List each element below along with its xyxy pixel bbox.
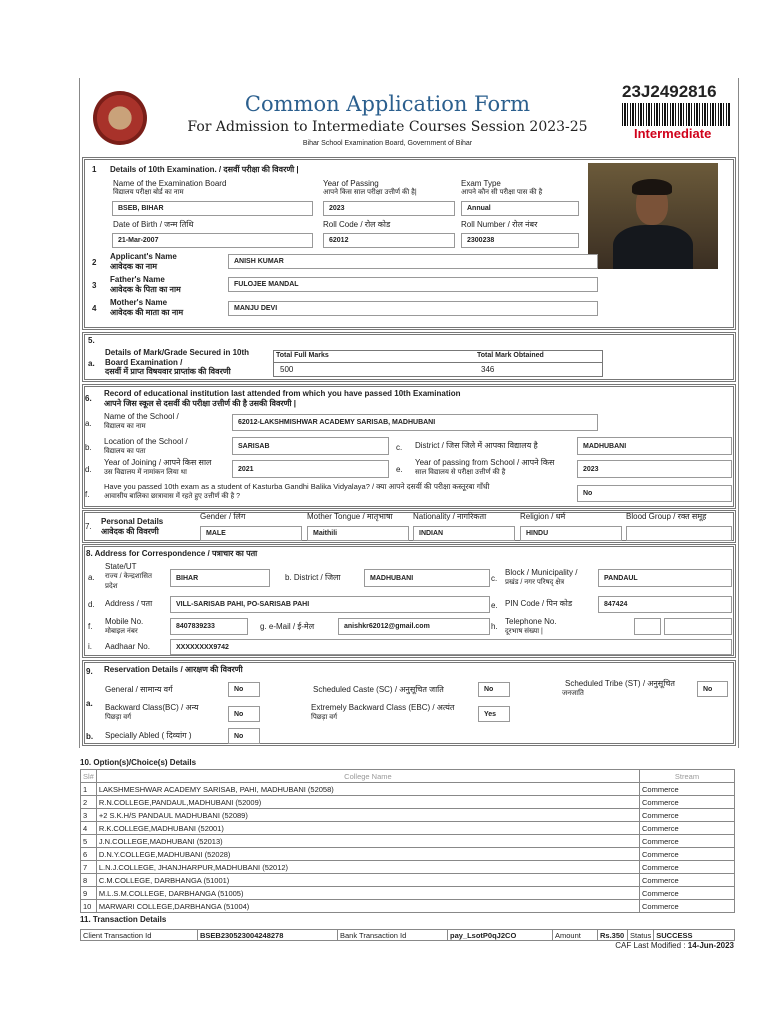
item-letter: c. (491, 574, 498, 583)
label: Board Examination / (105, 358, 183, 367)
label: Year of passing from School / आपने किस (415, 458, 555, 467)
roll-code-field[interactable]: 62012 (323, 233, 455, 248)
kgbv-field[interactable]: No (577, 485, 732, 502)
label: Details of Mark/Grade Secured in 10th (105, 348, 250, 357)
section-number: 2 (92, 258, 97, 267)
option-sl: 1 (81, 783, 97, 796)
option-sl: 7 (81, 861, 97, 874)
option-stream: Commerce (640, 822, 735, 835)
item-letter: e. (491, 601, 498, 610)
pin-code-field[interactable]: 847424 (598, 596, 732, 613)
section-sub: a. (88, 359, 95, 368)
option-college: C.M.COLLEGE, DARBHANGA (51001) (96, 874, 639, 887)
item-letter: i. (88, 642, 92, 651)
label: Date of Birth / जन्म तिथि (113, 220, 194, 229)
section-number: 1 (92, 165, 97, 174)
option-stream: Commerce (640, 900, 735, 913)
label: प्रखंड / नगर परिषद् क्षेत्र (505, 579, 565, 586)
label: Specially Abled ( दिव्यांग ) (105, 731, 192, 740)
section-number: 3 (92, 281, 97, 290)
option-sl: 3 (81, 809, 97, 822)
school-location-field[interactable]: SARISAB (232, 437, 389, 455)
label: Scheduled Tribe (ST) / अनुसूचित (565, 679, 675, 688)
label: Roll Number / रोल नंबर (461, 220, 538, 229)
col-stream: Stream (640, 770, 735, 783)
option-row (81, 835, 735, 848)
option-sl: 9 (81, 887, 97, 900)
label: State/UT (105, 562, 137, 571)
label: Mother's Name (110, 298, 168, 307)
option-stream: Commerce (640, 861, 735, 874)
label: आवेदक की माता का नाम (110, 308, 184, 317)
label: Father's Name (110, 275, 165, 284)
label: उस विद्यालय में नामांकन लिया था (104, 469, 187, 476)
label: Personal Details (101, 517, 164, 526)
item-letter: e. (396, 465, 403, 474)
total-full-marks-label: Total Full Marks (276, 352, 329, 359)
caf-last-modified (615, 941, 734, 950)
school-district-field[interactable]: MADHUBANI (577, 437, 732, 455)
applicant-name-field[interactable]: ANISH KUMAR (228, 254, 598, 269)
label: b. District / जिला (285, 573, 341, 582)
label: Aadhaar No. (105, 642, 150, 651)
form-number: 23J2492816 (622, 82, 717, 101)
item-letter: a. (88, 573, 95, 582)
label: विद्यालय का नाम (104, 423, 146, 430)
label: जनजाति (562, 690, 584, 697)
client-txn-label: Client Transaction Id (81, 930, 198, 941)
option-college: L.N.J.COLLEGE, JHANJHARPUR,MADHUBANI (52012) (96, 861, 639, 874)
label: आवेदक के पिता का नाम (110, 285, 181, 294)
option-sl: 10 (81, 900, 97, 913)
label: Location of the School / (104, 437, 188, 446)
label: पिछड़ा वर्ग (311, 714, 338, 721)
option-sl: 8 (81, 874, 97, 887)
option-row (81, 809, 735, 822)
col-sl: Sl# (81, 770, 97, 783)
option-sl: 6 (81, 848, 97, 861)
bank-txn-label: Bank Transaction Id (338, 930, 448, 941)
option-stream: Commerce (640, 783, 735, 796)
option-college: M.L.S.M.COLLEGE, DARBHANGA (51005) (96, 887, 639, 900)
status-label: Status (628, 930, 654, 941)
specially-abled-field[interactable]: No (228, 728, 260, 744)
item-letter: a. (86, 699, 93, 708)
label: Nationality / नागरिकता (413, 512, 487, 521)
option-stream: Commerce (640, 809, 735, 822)
district-field[interactable]: MADHUBANI (364, 569, 490, 587)
amount-value: Rs.350 (598, 930, 628, 941)
option-college: R.N.COLLEGE,PANDAUL,MADHUBANI (52009) (96, 796, 639, 809)
label: Name of the School / (104, 412, 179, 421)
school-name-field[interactable]: 62012-LAKSHMISHWAR ACADEMY SARISAB, MADHUBANI (232, 414, 598, 431)
option-college: +2 S.K.H/S PANDAUL MADHUBANI (52089) (96, 809, 639, 822)
page-title: Common Application Form (244, 92, 531, 116)
st-field[interactable]: No (697, 681, 728, 697)
telephone-number-field[interactable] (664, 618, 732, 635)
option-college: D.N.Y.COLLEGE,MADHUBANI (52028) (96, 848, 639, 861)
label: Mother Tongue / मातृभाषा (307, 512, 393, 521)
option-college: R.K.COLLEGE,MADHUBANI (52001) (96, 822, 639, 835)
mobile-field[interactable]: 8407839233 (170, 618, 248, 635)
option-row (81, 861, 735, 874)
section-heading: 11. Transaction Details (80, 915, 167, 924)
item-letter: f. (85, 490, 90, 499)
label: राज्य / केन्द्रशासित (105, 573, 152, 580)
nationality-field[interactable]: INDIAN (413, 526, 515, 541)
label: साल विद्यालय से परीक्षा उत्तीर्ण की है (415, 469, 506, 476)
label: Address / पता (105, 599, 153, 608)
label: PIN Code / पिन कोड (505, 599, 573, 608)
option-stream: Commerce (640, 835, 735, 848)
state-field[interactable]: BIHAR (170, 569, 270, 587)
blood-group-field[interactable] (626, 526, 732, 541)
label: Name of the Examination Board (113, 179, 227, 188)
section-heading: आपने जिस स्कूल से दसवीं की परीक्षा उत्तीर्ण की है उसकी विवरणी | (104, 399, 296, 408)
label: General / सामान्य वर्ग (105, 685, 173, 694)
option-college: LAKSHMESHWAR ACADEMY SARISAB, PAHI, MADHUBANI (52058) (96, 783, 639, 796)
item-letter: d. (88, 600, 95, 609)
exam-type-field[interactable]: Annual (461, 201, 579, 216)
option-row (81, 874, 735, 887)
page-subtitle: For Admission to Intermediate Courses Session 2023-25 (187, 119, 588, 135)
roll-number-field[interactable]: 2300238 (461, 233, 579, 248)
option-row (81, 848, 735, 861)
label: Blood Group / रक्त समूह (626, 512, 707, 521)
option-row (81, 822, 735, 835)
stream-badge: Intermediate (634, 126, 712, 141)
caf-modified-label: CAF Last Modified : (615, 941, 686, 950)
label: पिछड़ा वर्ग (105, 714, 132, 721)
status-value: SUCCESS (654, 930, 735, 941)
item-letter: b. (85, 443, 92, 452)
item-letter: h. (491, 622, 498, 631)
total-marks-obtained-label: Total Mark Obtained (477, 352, 544, 359)
label: आपने कौन सी परीक्षा पास की है (461, 189, 543, 196)
label: District / जिस जिले में आपका विद्यालय है (415, 441, 538, 450)
label: विद्यालय परीक्षा बोर्ड का नाम (113, 189, 184, 196)
label: Block / Municipality / (505, 568, 578, 577)
label: आवेदक का नाम (110, 262, 157, 271)
label: आपने किस साल परीक्षा उत्तीर्ण की है| (323, 189, 417, 196)
mother-tongue-field[interactable]: Maithili (307, 526, 409, 541)
item-letter: c. (396, 443, 403, 452)
total-full-marks-value: 500 (280, 365, 294, 374)
total-marks-obtained-value: 346 (481, 365, 495, 374)
label: दूरभाष संख्या | (505, 628, 543, 635)
label: आवेदक की विवरणी (101, 527, 159, 536)
year-of-joining-field[interactable]: 2021 (232, 460, 389, 478)
section-number: 9. (86, 667, 93, 676)
label: Gender / लिंग (200, 512, 246, 521)
label: Year of Passing (323, 179, 379, 188)
general-field[interactable]: No (228, 682, 260, 697)
label: Have you passed 10th exam as a student of Kasturba Gandhi Balika Vidyalaya? / क्या आपने दसवीं की परीक्षा कस्तूरबा गाँधी (104, 482, 490, 491)
option-sl: 4 (81, 822, 97, 835)
label: मोबाइल नंबर (105, 628, 138, 635)
option-row (81, 900, 735, 913)
year-of-passing-field[interactable]: 2023 (323, 201, 455, 216)
dob-field[interactable]: 21-Mar-2007 (112, 233, 313, 248)
board-name: Bihar School Examination Board, Government of Bihar (302, 140, 473, 147)
option-stream: Commerce (640, 796, 735, 809)
bseb-logo (93, 91, 147, 145)
options-table (80, 769, 735, 913)
religion-field[interactable]: HINDU (520, 526, 622, 541)
label: Exam Type (461, 179, 501, 188)
father-name-field[interactable]: FULOJEE MANDAL (228, 277, 598, 292)
bc-field[interactable]: No (228, 706, 260, 722)
section-heading: Reservation Details / आरक्षण की विवरणी (104, 665, 243, 674)
ebc-field[interactable]: Yes (478, 706, 510, 722)
option-row (81, 796, 735, 809)
telephone-code-field[interactable] (634, 618, 661, 635)
section-number: 7. (85, 522, 92, 531)
option-sl: 2 (81, 796, 97, 809)
label: Year of Joining / आपने किस साल (104, 458, 212, 467)
block-field[interactable]: PANDAUL (598, 569, 732, 587)
year-of-passing-school-field[interactable]: 2023 (577, 460, 732, 478)
label: विद्यालय का पता (104, 448, 146, 455)
client-txn-value: BSEB230523004248278 (198, 930, 338, 941)
gender-field[interactable]: MALE (200, 526, 302, 541)
option-stream: Commerce (640, 887, 735, 900)
label: Scheduled Caste (SC) / अनुसूचित जाति (313, 685, 444, 694)
section-heading: Details of 10th Examination. / दसवीं परीक्षा की विवरणी | (110, 165, 299, 174)
transaction-table (80, 929, 735, 941)
email-field[interactable]: anishkr62012@gmail.com (338, 618, 490, 635)
section-number: 5. (88, 336, 95, 345)
label: दसवीं में प्राप्त विषयवार प्राप्तांक की विवरणी (105, 367, 231, 376)
option-college: J.N.COLLEGE,MADHUBANI (52013) (96, 835, 639, 848)
label: Applicant's Name (110, 252, 177, 261)
label: आवासीय बालिका छात्रावास में रहते हुए उत्तीर्ण की है ? (104, 493, 241, 500)
option-row (81, 887, 735, 900)
label: Roll Code / रोल कोड (323, 220, 391, 229)
sc-field[interactable]: No (478, 682, 510, 697)
option-stream: Commerce (640, 874, 735, 887)
exam-board-field[interactable]: BSEB, BIHAR (112, 201, 313, 216)
bank-txn-value: pay_LsotP0qJ2CO (448, 930, 553, 941)
label: g. e-Mail / ई-मेल (260, 622, 315, 631)
label: Mobile No. (105, 617, 144, 626)
amount-label: Amount (553, 930, 598, 941)
label: प्रदेश (105, 583, 118, 590)
barcode (622, 103, 730, 126)
mother-name-field[interactable]: MANJU DEVI (228, 301, 598, 316)
item-letter: b. (86, 732, 94, 741)
option-college: MARWARI COLLEGE,DARBHANGA (51004) (96, 900, 639, 913)
section-number: 6. (85, 394, 92, 403)
label: Extremely Backward Class (EBC) / अत्यंत (311, 703, 455, 712)
col-college: College Name (96, 770, 639, 783)
item-letter: d. (85, 465, 92, 474)
marks-divider (273, 362, 603, 363)
section-number: 4 (92, 304, 97, 313)
label: Religion / धर्म (520, 512, 566, 521)
item-letter: f. (88, 622, 93, 631)
section-heading: 10. Option(s)/Choice(s) Details (80, 758, 197, 767)
aadhaar-field[interactable]: XXXXXXXX9742 (170, 639, 732, 655)
option-stream: Commerce (640, 848, 735, 861)
option-row (81, 783, 735, 796)
option-sl: 5 (81, 835, 97, 848)
section-heading: 8. Address for Correspondence / पत्राचार का पता (86, 549, 258, 558)
caf-modified-date: 14-Jun-2023 (687, 941, 734, 950)
section-heading: Record of educational institution last attended from which you have passed 10th Examination (104, 389, 461, 398)
address-field[interactable]: VILL-SARISAB PAHI, PO-SARISAB PAHI (170, 596, 490, 613)
item-letter: a. (85, 419, 92, 428)
label: Backward Class(BC) / अन्य (105, 703, 199, 712)
label: Telephone No. (505, 617, 557, 626)
applicant-photo (588, 163, 718, 269)
